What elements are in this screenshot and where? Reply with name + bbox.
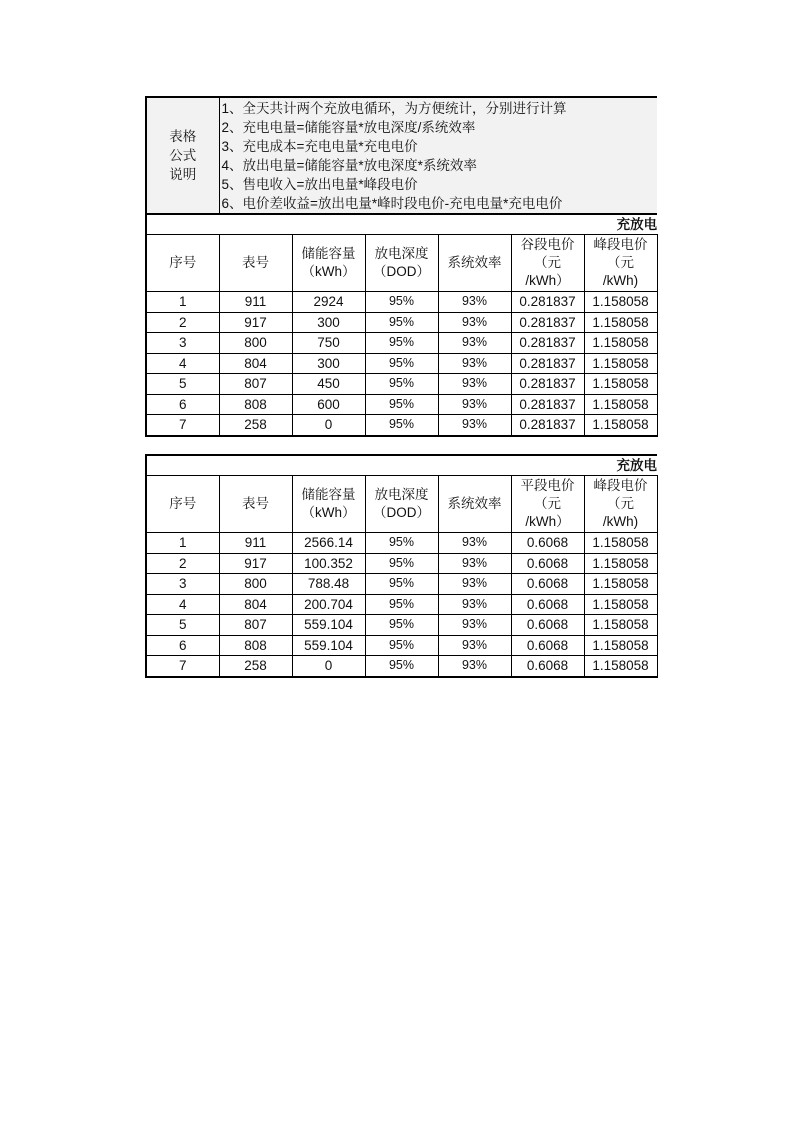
cell-meter[interactable]: 917 <box>219 553 292 574</box>
cell-flat-price[interactable]: 0.6068 <box>511 533 584 554</box>
notes-label-cell[interactable] <box>146 97 219 214</box>
table-row <box>146 374 657 395</box>
cell-efficiency[interactable]: 93% <box>438 292 511 313</box>
cell-dod[interactable]: 95% <box>365 656 438 677</box>
cell-dod[interactable]: 95% <box>365 394 438 415</box>
cell-valley-price[interactable]: 0.281837 <box>511 353 584 374</box>
header-text: 表号 <box>242 255 269 270</box>
cell-dod[interactable]: 95% <box>365 553 438 574</box>
cell-efficiency[interactable]: 93% <box>438 635 511 656</box>
cell-meter[interactable]: 917 <box>219 312 292 333</box>
header-text: 系统效率 <box>447 255 502 270</box>
cell-capacity[interactable]: 0 <box>292 656 365 677</box>
header-cell-index[interactable] <box>146 235 219 292</box>
cell-index[interactable]: 6 <box>146 394 219 415</box>
formula-note: 5、售电收入=放出电量*峰段电价 <box>221 177 418 192</box>
header-text: （DOD） <box>373 505 430 520</box>
cell-dod[interactable]: 95% <box>365 292 438 313</box>
cell-meter[interactable]: 807 <box>219 615 292 636</box>
cell-peak-price[interactable]: 1.158058 <box>584 353 657 374</box>
notes-row <box>146 97 657 214</box>
cell-dod[interactable]: 95% <box>365 415 438 436</box>
cell-meter[interactable]: 808 <box>219 394 292 415</box>
cell-capacity[interactable]: 559.104 <box>292 635 365 656</box>
cell-valley-price[interactable]: 0.281837 <box>511 394 584 415</box>
cell-index[interactable]: 7 <box>146 415 219 436</box>
header-text: （kWh） <box>301 505 356 520</box>
table-row <box>146 594 657 615</box>
cell-flat-price[interactable]: 0.6068 <box>511 574 584 595</box>
cell-dod[interactable]: 95% <box>365 635 438 656</box>
header-text: （元 <box>534 255 561 270</box>
header-text: /kWh) <box>602 273 639 288</box>
cell-dod[interactable]: 95% <box>365 574 438 595</box>
table-row <box>146 635 657 656</box>
header-text: 储能容量 <box>301 487 356 502</box>
cell-dod[interactable]: 95% <box>365 615 438 636</box>
header-text: 表号 <box>242 496 269 511</box>
cell-efficiency[interactable]: 93% <box>438 656 511 677</box>
cell-index[interactable]: 5 <box>146 615 219 636</box>
cell-efficiency[interactable]: 93% <box>438 353 511 374</box>
cell-valley-price[interactable]: 0.281837 <box>511 333 584 354</box>
cell-meter[interactable]: 911 <box>219 533 292 554</box>
cell-valley-price[interactable]: 0.281837 <box>511 374 584 395</box>
notes-label-line: 表格 <box>169 129 197 144</box>
header-cell-dod[interactable] <box>365 235 438 292</box>
cell-efficiency[interactable]: 93% <box>438 415 511 436</box>
header-text: 峰段电价 <box>593 237 648 252</box>
header-cell-peak-price[interactable] <box>584 476 657 533</box>
cell-index[interactable]: 6 <box>146 635 219 656</box>
table-row <box>146 394 657 415</box>
header-text: 峰段电价 <box>593 478 648 493</box>
cell-efficiency[interactable]: 93% <box>438 394 511 415</box>
cell-peak-price[interactable]: 1.158058 <box>584 574 657 595</box>
header-cell-peak-price[interactable] <box>584 235 657 292</box>
cell-index[interactable]: 2 <box>146 312 219 333</box>
cell-valley-price[interactable]: 0.281837 <box>511 292 584 313</box>
cell-peak-price[interactable]: 1.158058 <box>584 615 657 636</box>
cell-capacity[interactable]: 0 <box>292 415 365 436</box>
cell-dod[interactable]: 95% <box>365 533 438 554</box>
header-cell-efficiency[interactable] <box>438 235 511 292</box>
header-cell-capacity[interactable] <box>292 476 365 533</box>
table-row <box>146 333 657 354</box>
header-text: （DOD） <box>373 264 430 279</box>
header-text: 谷段电价 <box>520 237 575 252</box>
header-text: /kWh） <box>525 514 570 529</box>
cell-meter[interactable]: 258 <box>219 415 292 436</box>
table-row <box>146 656 657 677</box>
cell-meter[interactable]: 911 <box>219 292 292 313</box>
header-text: 平段电价 <box>520 478 575 493</box>
cell-efficiency[interactable]: 93% <box>438 533 511 554</box>
header-cell-index[interactable] <box>146 476 219 533</box>
cell-efficiency[interactable]: 93% <box>438 312 511 333</box>
header-text: 系统效率 <box>447 496 502 511</box>
cell-capacity[interactable]: 100.352 <box>292 553 365 574</box>
cell-efficiency[interactable]: 93% <box>438 574 511 595</box>
cell-peak-price[interactable]: 1.158058 <box>584 333 657 354</box>
valley-price-table <box>145 96 658 437</box>
table-title-row <box>146 214 657 235</box>
header-text: （元 <box>534 496 561 511</box>
header-row <box>146 476 657 533</box>
table-row <box>146 553 657 574</box>
formula-note: 3、充电成本=充电电量*充电电价 <box>221 139 418 154</box>
formula-notes-cell[interactable] <box>219 97 657 214</box>
cell-capacity[interactable]: 750 <box>292 333 365 354</box>
cell-peak-price[interactable]: 1.158058 <box>584 553 657 574</box>
table-title[interactable]: 充放电 <box>146 214 657 235</box>
cell-peak-price[interactable]: 1.158058 <box>584 656 657 677</box>
table-row <box>146 353 657 374</box>
cell-flat-price[interactable]: 0.6068 <box>511 553 584 574</box>
cell-meter[interactable]: 800 <box>219 333 292 354</box>
cell-index[interactable]: 4 <box>146 594 219 615</box>
cell-capacity[interactable]: 300 <box>292 353 365 374</box>
cell-meter[interactable]: 807 <box>219 374 292 395</box>
header-text: （元 <box>607 496 635 511</box>
cell-peak-price[interactable]: 1.158058 <box>584 533 657 554</box>
cell-capacity[interactable]: 600 <box>292 394 365 415</box>
cell-dod[interactable]: 95% <box>365 594 438 615</box>
header-text: /kWh） <box>525 273 570 288</box>
cell-efficiency[interactable]: 93% <box>438 594 511 615</box>
cell-meter[interactable]: 800 <box>219 574 292 595</box>
cell-index[interactable]: 2 <box>146 553 219 574</box>
header-text: /kWh) <box>602 514 639 529</box>
header-cell-dod[interactable] <box>365 476 438 533</box>
header-cell-capacity[interactable] <box>292 235 365 292</box>
notes-label-line: 说明 <box>169 167 197 182</box>
header-cell-flat-price[interactable] <box>511 476 584 533</box>
cell-flat-price[interactable]: 0.6068 <box>511 594 584 615</box>
cell-index[interactable]: 1 <box>146 292 219 313</box>
cell-capacity[interactable]: 300 <box>292 312 365 333</box>
cell-capacity[interactable]: 450 <box>292 374 365 395</box>
cell-efficiency[interactable]: 93% <box>438 553 511 574</box>
cell-efficiency[interactable]: 93% <box>438 333 511 354</box>
table-row <box>146 615 657 636</box>
cell-valley-price[interactable]: 0.281837 <box>511 312 584 333</box>
cell-index[interactable]: 5 <box>146 374 219 395</box>
table-row <box>146 292 657 313</box>
cell-meter[interactable]: 804 <box>219 353 292 374</box>
table-row <box>146 415 657 436</box>
cell-meter[interactable]: 808 <box>219 635 292 656</box>
cell-capacity[interactable]: 788.48 <box>292 574 365 595</box>
header-cell-meter[interactable] <box>219 476 292 533</box>
header-text: 放电深度 <box>374 246 429 261</box>
formula-note: 4、放出电量=储能容量*放电深度*系统效率 <box>221 158 477 173</box>
header-row <box>146 235 657 292</box>
cell-peak-price[interactable]: 1.158058 <box>584 394 657 415</box>
cell-meter[interactable]: 258 <box>219 656 292 677</box>
header-cell-meter[interactable] <box>219 235 292 292</box>
charge-discharge-sheet-1 <box>145 96 657 437</box>
cell-peak-price[interactable]: 1.158058 <box>584 292 657 313</box>
header-text: （元 <box>607 255 635 270</box>
cell-capacity[interactable]: 2566.14 <box>292 533 365 554</box>
table-row <box>146 312 657 333</box>
cell-peak-price[interactable]: 1.158058 <box>584 374 657 395</box>
cell-efficiency[interactable]: 93% <box>438 615 511 636</box>
cell-meter[interactable]: 804 <box>219 594 292 615</box>
header-text: 储能容量 <box>301 246 356 261</box>
cell-valley-price[interactable]: 0.281837 <box>511 415 584 436</box>
cell-peak-price[interactable]: 1.158058 <box>584 635 657 656</box>
table-title[interactable]: 充放电 <box>146 455 657 476</box>
cell-peak-price[interactable]: 1.158058 <box>584 312 657 333</box>
cell-capacity[interactable]: 2924 <box>292 292 365 313</box>
cell-capacity[interactable]: 559.104 <box>292 615 365 636</box>
header-cell-efficiency[interactable] <box>438 476 511 533</box>
notes-label-line: 公式 <box>169 148 197 163</box>
cell-index[interactable]: 7 <box>146 656 219 677</box>
cell-flat-price[interactable]: 0.6068 <box>511 615 584 636</box>
cell-flat-price[interactable]: 0.6068 <box>511 635 584 656</box>
header-text: （kWh） <box>301 264 356 279</box>
cell-dod[interactable]: 95% <box>365 353 438 374</box>
cell-dod[interactable]: 95% <box>365 312 438 333</box>
cell-index[interactable]: 3 <box>146 333 219 354</box>
cell-efficiency[interactable]: 93% <box>438 374 511 395</box>
flat-price-table <box>145 454 658 678</box>
cell-capacity[interactable]: 200.704 <box>292 594 365 615</box>
cell-index[interactable]: 1 <box>146 533 219 554</box>
header-text: 放电深度 <box>374 487 429 502</box>
cell-flat-price[interactable]: 0.6068 <box>511 656 584 677</box>
cell-dod[interactable]: 95% <box>365 374 438 395</box>
header-text: 序号 <box>169 255 197 270</box>
charge-discharge-sheet-2 <box>145 454 657 678</box>
header-text: 序号 <box>169 496 197 511</box>
table-row <box>146 533 657 554</box>
formula-note: 6、电价差收益=放出电量*峰时段电价-充电电量*充电电价 <box>221 196 563 211</box>
cell-peak-price[interactable]: 1.158058 <box>584 594 657 615</box>
formula-note: 1、全天共计两个充放电循环，为方便统计，分别进行计算 <box>221 101 567 116</box>
header-cell-valley-price[interactable] <box>511 235 584 292</box>
cell-index[interactable]: 4 <box>146 353 219 374</box>
table-title-row <box>146 455 657 476</box>
formula-note: 2、充电电量=储能容量*放电深度/系统效率 <box>221 120 476 135</box>
cell-index[interactable]: 3 <box>146 574 219 595</box>
cell-peak-price[interactable]: 1.158058 <box>584 415 657 436</box>
table-row <box>146 574 657 595</box>
cell-dod[interactable]: 95% <box>365 333 438 354</box>
